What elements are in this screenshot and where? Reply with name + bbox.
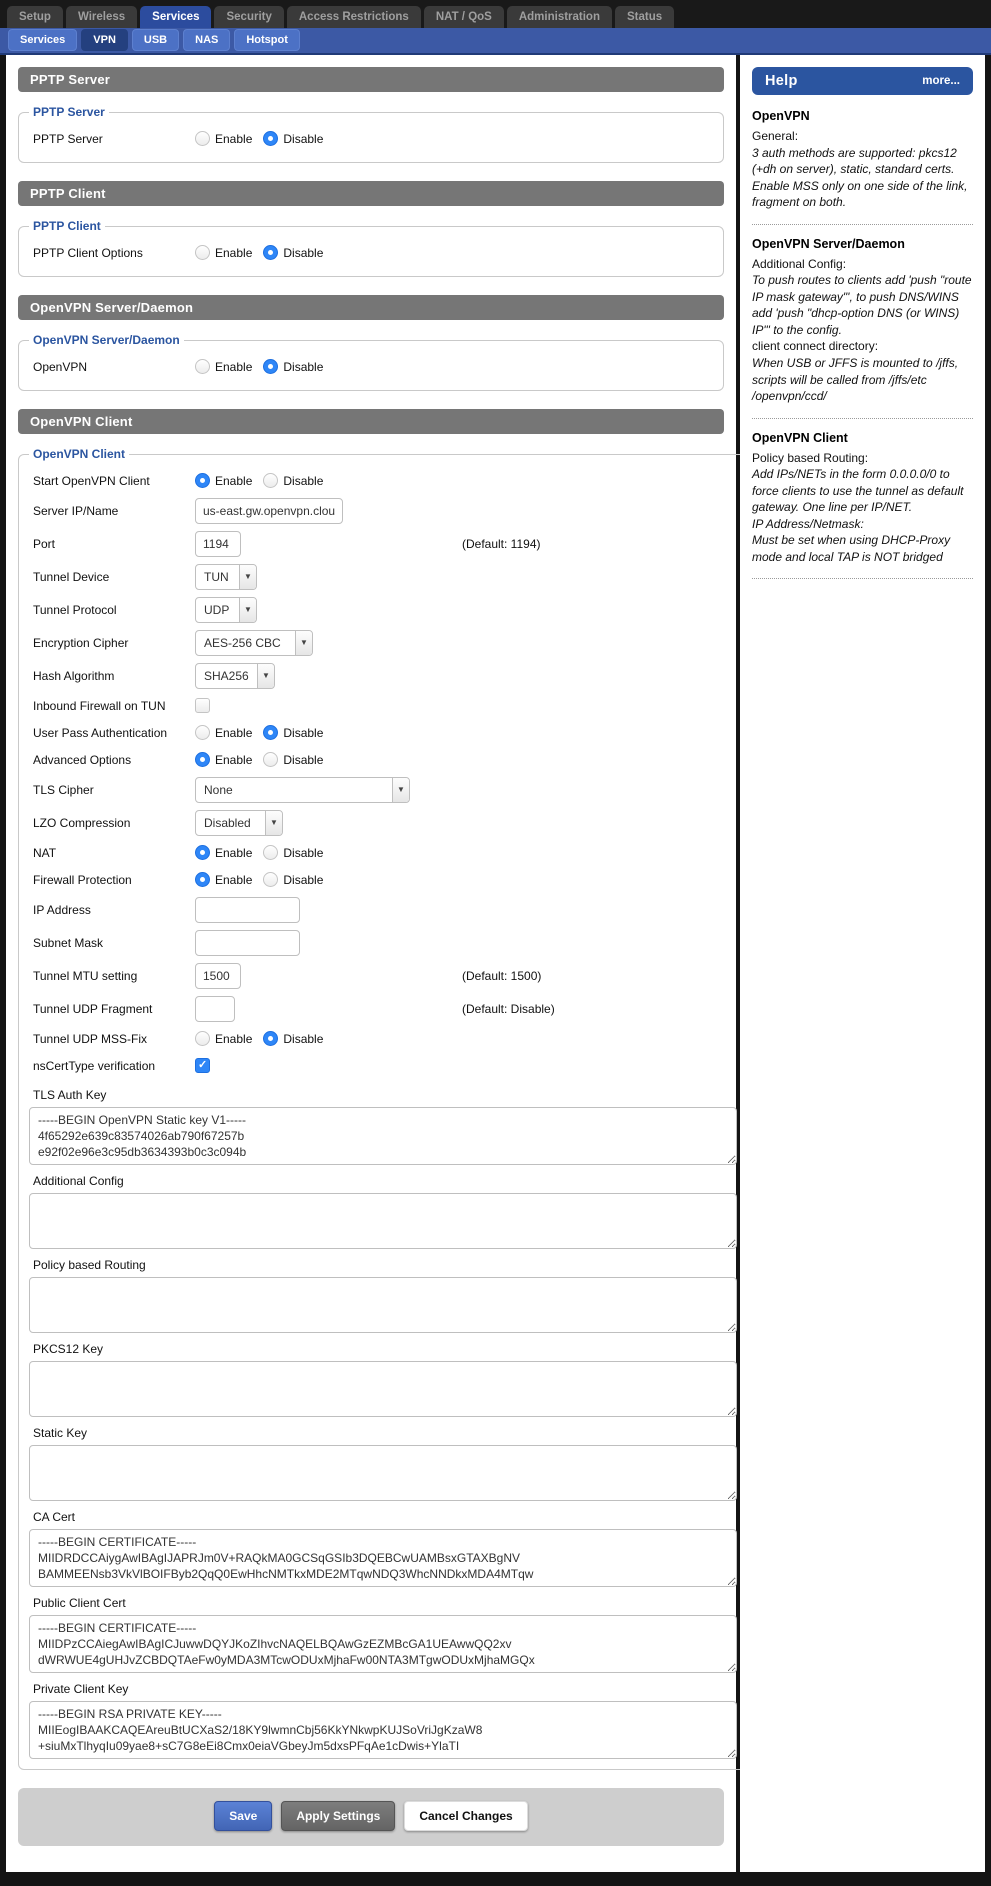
hash-algorithm-label: Hash Algorithm: [33, 668, 115, 683]
openvpn-daemon-disable-radio[interactable]: [263, 359, 323, 374]
radio-icon: [195, 872, 210, 887]
nat-enable-radio[interactable]: [195, 845, 252, 860]
chevron-down-icon: ▼: [239, 565, 256, 589]
additional-config-label: Additional Config: [33, 1174, 124, 1188]
tunnel-udp-fragment-row: [27, 992, 739, 1025]
subnet-mask-row: [27, 926, 739, 959]
radio-label: Enable: [215, 359, 253, 374]
tab-services[interactable]: Services: [140, 6, 211, 28]
tab-access-restrictions[interactable]: Access Restrictions: [287, 6, 421, 28]
start-openvpn-client-radiogroup: [195, 473, 334, 488]
port-input[interactable]: [195, 531, 241, 557]
user-pass-auth-row: [27, 719, 739, 746]
chevron-down-icon: ▼: [239, 598, 256, 622]
tab-security[interactable]: Security: [214, 6, 283, 28]
radio-icon: [263, 872, 278, 887]
inbound-firewall-label: Inbound Firewall on TUN: [33, 698, 166, 713]
main-nav: [0, 0, 991, 28]
radio-icon: [263, 131, 278, 146]
start-client-enable-radio[interactable]: [195, 473, 252, 488]
encryption-cipher-select[interactable]: [195, 630, 313, 656]
hash-algorithm-select[interactable]: [195, 663, 275, 689]
radio-label: Enable: [215, 245, 253, 260]
radio-label: Enable: [215, 725, 253, 740]
radio-icon: [195, 845, 210, 860]
subtab-hotspot[interactable]: Hotspot: [234, 29, 300, 51]
apply-settings-button[interactable]: Apply Settings: [281, 1801, 395, 1831]
mss-fix-label: Tunnel UDP MSS-Fix: [33, 1031, 148, 1046]
subtab-services[interactable]: Services: [8, 29, 77, 51]
mss-fix-enable-radio[interactable]: [195, 1031, 252, 1046]
radio-icon: [263, 473, 278, 488]
pptp-client-options-row: [27, 239, 715, 266]
save-button[interactable]: Save: [214, 1801, 272, 1831]
advanced-disable-radio[interactable]: [263, 752, 323, 767]
pkcs12-key-textarea[interactable]: [29, 1361, 737, 1417]
help-section-heading-openvpn: OpenVPN: [752, 109, 810, 123]
section-header-pptp-server: PPTP Server: [18, 67, 724, 92]
encryption-cipher-label: Encryption Cipher: [33, 635, 129, 650]
section-header-openvpn-client: OpenVPN Client: [18, 409, 724, 434]
nscerttype-checkbox[interactable]: [195, 1058, 210, 1073]
openvpn-daemon-legend: OpenVPN Server/Daemon: [33, 333, 180, 347]
openvpn-daemon-enable-radio[interactable]: [195, 359, 252, 374]
mss-fix-disable-radio[interactable]: [263, 1031, 323, 1046]
help-section-heading-openvpn-client: OpenVPN Client: [752, 430, 848, 445]
subtab-vpn[interactable]: VPN: [81, 29, 128, 51]
hash-algorithm-row: [27, 659, 739, 692]
help-text: To push routes to clients add 'push "route IP mask gateway"', to push DNS/WINS add 'push "dhcp-option DNS (or WINS) IP"' to the config.: [752, 273, 972, 337]
radio-icon: [263, 752, 278, 767]
tunnel-protocol-row: [27, 593, 739, 626]
firewall-protection-label: Firewall Protection: [33, 872, 132, 887]
radio-label: Disable: [283, 473, 324, 488]
tunnel-device-select[interactable]: [195, 564, 257, 590]
select-value: SHA256: [204, 668, 249, 683]
user-pass-auth-label: User Pass Authentication: [33, 725, 168, 740]
radio-icon: [195, 131, 210, 146]
select-value: None: [204, 782, 233, 797]
tab-setup[interactable]: Setup: [7, 6, 63, 28]
firewall-protection-radiogroup: [195, 872, 334, 887]
tunnel-protocol-label: Tunnel Protocol: [33, 602, 117, 617]
lzo-compression-select[interactable]: [195, 810, 283, 836]
public-client-cert-label: Public Client Cert: [33, 1596, 126, 1610]
help-divider: [752, 578, 973, 579]
server-ip-input[interactable]: [195, 498, 343, 524]
radio-label: Disable: [283, 245, 324, 260]
select-value: UDP: [204, 602, 230, 617]
nat-disable-radio[interactable]: [263, 845, 323, 860]
tab-status[interactable]: Status: [615, 6, 674, 28]
firewall-protection-row: [27, 866, 739, 893]
pptp-server-legend: PPTP Server: [33, 105, 105, 119]
nat-radiogroup: [195, 845, 334, 860]
section-header-openvpn-daemon: OpenVPN Server/Daemon: [18, 295, 724, 320]
private-client-key-label: Private Client Key: [33, 1682, 129, 1696]
help-text: Policy based Routing:: [752, 450, 869, 465]
subnet-mask-label: Subnet Mask: [33, 935, 104, 950]
help-text: When USB or JFFS is mounted to /jffs, scripts will be called from /jffs/etc /openvpn/ccd/: [752, 356, 959, 404]
static-key-textarea[interactable]: [29, 1445, 737, 1501]
nat-label: NAT: [33, 845, 57, 860]
radio-icon: [263, 359, 278, 374]
ip-address-input[interactable]: [195, 897, 300, 923]
radio-icon: [263, 1031, 278, 1046]
help-text: General:: [752, 129, 799, 143]
openvpn-daemon-label: OpenVPN: [33, 359, 88, 374]
radio-icon: [195, 725, 210, 740]
help-text: 3 auth methods are supported: pkcs12 (+dh on server), static, standard certs. Enable MSS only on one side of the link, fragment on both.: [752, 145, 968, 210]
pptp-server-label: PPTP Server: [33, 131, 103, 146]
tunnel-device-row: [27, 560, 739, 593]
advanced-options-row: [27, 746, 739, 773]
help-text: Additional Config:: [752, 256, 847, 271]
services-sub-nav: [0, 28, 991, 55]
section-header-pptp-client: PPTP Client: [18, 181, 724, 206]
advanced-options-radiogroup: [195, 752, 334, 767]
openvpn-daemon-row: [27, 353, 715, 380]
ip-address-label: IP Address: [33, 902, 91, 917]
tab-administration[interactable]: Administration: [507, 6, 612, 28]
private-client-key-textarea[interactable]: [29, 1701, 737, 1759]
pptp-server-enable-radio[interactable]: [195, 131, 252, 146]
start-client-disable-radio[interactable]: [263, 473, 323, 488]
tunnel-mtu-row: [27, 959, 739, 992]
tunnel-udp-fragment-label: Tunnel UDP Fragment: [33, 1001, 153, 1016]
cancel-changes-button[interactable]: Cancel Changes: [404, 1801, 527, 1831]
ip-address-row: [27, 893, 739, 926]
pptp-client-radiogroup: [195, 245, 334, 260]
chevron-down-icon: ▼: [257, 664, 274, 688]
radio-label: Disable: [283, 845, 324, 860]
tunnel-mtu-default-note: (Default: 1500): [462, 968, 542, 983]
user-pass-disable-radio[interactable]: [263, 725, 323, 740]
radio-icon: [195, 752, 210, 767]
pptp-client-disable-radio[interactable]: [263, 245, 323, 260]
public-client-cert-textarea[interactable]: [29, 1615, 737, 1673]
radio-icon: [195, 1031, 210, 1046]
tls-auth-key-label: TLS Auth Key: [33, 1088, 107, 1102]
tls-cipher-select[interactable]: [195, 777, 410, 803]
mss-fix-row: [27, 1025, 739, 1052]
openvpn-daemon-radiogroup: [195, 359, 334, 374]
help-header: [752, 67, 973, 95]
radio-label: Enable: [215, 872, 253, 887]
help-divider: [752, 224, 973, 225]
help-title: Help: [765, 73, 798, 89]
pptp-server-row: [27, 125, 715, 152]
radio-label: Enable: [215, 473, 253, 488]
tunnel-udp-fragment-default-note: (Default: Disable): [462, 1001, 555, 1016]
port-row: [27, 527, 739, 560]
subtab-usb[interactable]: USB: [132, 29, 179, 51]
firewall-enable-radio[interactable]: [195, 872, 252, 887]
help-text: IP Address/Netmask:: [752, 516, 864, 531]
firewall-disable-radio[interactable]: [263, 872, 323, 887]
action-button-bar: [18, 1788, 724, 1846]
pptp-client-legend: PPTP Client: [33, 219, 101, 233]
chevron-down-icon: ▼: [392, 778, 409, 802]
advanced-options-label: Advanced Options: [33, 752, 132, 767]
help-text: Add IPs/NETs in the form 0.0.0.0/0 to force clients to use the tunnel as default gateway. One line per IP/NET.: [752, 467, 964, 515]
port-default-note: (Default: 1194): [462, 536, 541, 551]
chevron-down-icon: ▼: [265, 811, 282, 835]
radio-label: Disable: [283, 725, 324, 740]
pptp-server-fieldset: [18, 105, 724, 163]
user-pass-auth-radiogroup: [195, 725, 334, 740]
openvpn-daemon-fieldset: [18, 333, 724, 391]
mss-fix-radiogroup: [195, 1031, 334, 1046]
tunnel-mtu-label: Tunnel MTU setting: [33, 968, 138, 983]
help-more-link[interactable]: more...: [922, 75, 960, 87]
radio-label: Enable: [215, 131, 253, 146]
tls-cipher-label: TLS Cipher: [33, 782, 94, 797]
main-content: [6, 55, 740, 1872]
tunnel-udp-fragment-input[interactable]: [195, 996, 235, 1022]
pptp-client-fieldset: [18, 219, 724, 277]
tunnel-mtu-input[interactable]: [195, 963, 241, 989]
radio-label: Disable: [283, 872, 324, 887]
server-ip-label: Server IP/Name: [33, 503, 119, 518]
port-label: Port: [33, 536, 56, 551]
radio-icon: [195, 245, 210, 260]
start-openvpn-client-row: [27, 467, 739, 494]
policy-based-routing-label: Policy based Routing: [33, 1258, 146, 1272]
lzo-compression-row: [27, 806, 739, 839]
nscerttype-label: nsCertType verification: [33, 1058, 156, 1073]
pptp-client-enable-radio[interactable]: [195, 245, 252, 260]
additional-config-textarea[interactable]: [29, 1193, 737, 1249]
radio-icon: [263, 725, 278, 740]
inbound-firewall-row: [27, 692, 739, 719]
static-key-label: Static Key: [33, 1426, 88, 1440]
pptp-server-radiogroup: [195, 131, 334, 146]
advanced-enable-radio[interactable]: [195, 752, 252, 767]
tab-nat-qos[interactable]: NAT / QoS: [424, 6, 504, 28]
policy-based-routing-textarea[interactable]: [29, 1277, 737, 1333]
tunnel-protocol-select[interactable]: [195, 597, 257, 623]
nscerttype-row: [27, 1052, 739, 1079]
encryption-cipher-row: [27, 626, 739, 659]
inbound-firewall-checkbox[interactable]: [195, 698, 210, 713]
help-section-heading-openvpn-daemon: OpenVPN Server/Daemon: [752, 236, 905, 251]
radio-icon: [195, 473, 210, 488]
nat-row: [27, 839, 739, 866]
openvpn-client-fieldset: [18, 447, 748, 1770]
tls-auth-key-textarea[interactable]: [29, 1107, 737, 1165]
subtab-nas[interactable]: NAS: [183, 29, 230, 51]
radio-label: Disable: [283, 1031, 324, 1046]
select-value: AES-256 CBC: [204, 635, 281, 650]
tls-cipher-row: [27, 773, 739, 806]
help-text: client connect directory:: [752, 339, 879, 354]
radio-label: Enable: [215, 1031, 253, 1046]
help-divider: [752, 418, 973, 419]
subnet-mask-input[interactable]: [195, 930, 300, 956]
select-value: TUN: [204, 569, 229, 584]
radio-label: Disable: [283, 752, 324, 767]
radio-label: Disable: [283, 131, 324, 146]
radio-label: Disable: [283, 359, 324, 374]
ca-cert-label: CA Cert: [33, 1510, 76, 1524]
pptp-server-disable-radio[interactable]: [263, 131, 323, 146]
lzo-compression-label: LZO Compression: [33, 815, 131, 830]
radio-label: Enable: [215, 845, 253, 860]
start-openvpn-client-label: Start OpenVPN Client: [33, 473, 150, 488]
chevron-down-icon: ▼: [295, 631, 312, 655]
radio-icon: [263, 845, 278, 860]
server-ip-row: [27, 494, 739, 527]
openvpn-client-legend: OpenVPN Client: [33, 447, 126, 461]
tunnel-device-label: Tunnel Device: [33, 569, 110, 584]
tab-wireless[interactable]: Wireless: [66, 6, 137, 28]
help-text: Must be set when using DHCP-Proxy mode and local TAP is NOT bridged: [752, 533, 951, 564]
user-pass-enable-radio[interactable]: [195, 725, 252, 740]
page-bottom-bar: [0, 1872, 991, 1886]
pptp-client-options-label: PPTP Client Options: [33, 245, 143, 260]
radio-label: Enable: [215, 752, 253, 767]
pkcs12-key-label: PKCS12 Key: [33, 1342, 104, 1356]
help-panel: [740, 55, 985, 1872]
select-value: Disabled: [204, 815, 251, 830]
radio-icon: [263, 245, 278, 260]
ca-cert-textarea[interactable]: [29, 1529, 737, 1587]
radio-icon: [195, 359, 210, 374]
